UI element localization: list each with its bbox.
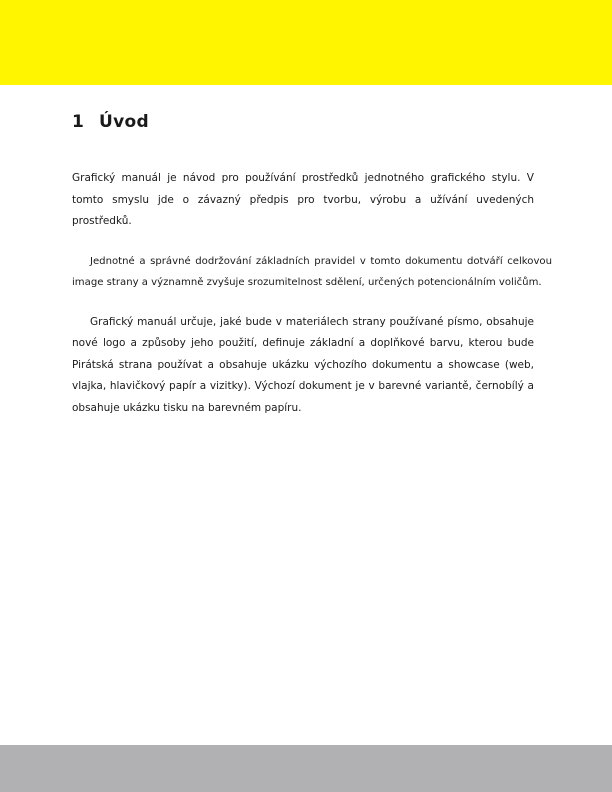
paragraph-contents: Grafický manuál určuje, jaké bude v materiálech strany používané písmo, obsahuje nové logo a způsoby jeho použití, definuje základní a doplňkové barvu, kterou bude Pirátská strana používat a obsahuje ukázku výchozího dokumentu a showcase (web, vlajka, hlavičkový papír a vizitky). Výchozí dokument je v barevné variantě, černobílý a obsahuje ukázku tisku na barevném papíru. bbox=[72, 315, 534, 414]
section-title: Úvod bbox=[99, 112, 149, 132]
paragraph-rules: Jednotné a správné dodržování základních pravidel v tomto dokumentu dotváří celkovou image strany a významně zvyšuje srozumitelnost sdělení, určených potencionálním voličům. bbox=[72, 255, 552, 288]
header-band bbox=[0, 0, 612, 85]
body-text bbox=[72, 168, 552, 437]
footer-band bbox=[0, 745, 612, 792]
section-number: 1 bbox=[72, 112, 85, 132]
paragraph-intro: Grafický manuál je návod pro používání prostředků jednotného grafického stylu. V tomto smyslu jde o závazný předpis pro tvorbu, výrobu a užívání uvedených prostředků. bbox=[72, 172, 534, 227]
section-heading bbox=[72, 111, 149, 133]
